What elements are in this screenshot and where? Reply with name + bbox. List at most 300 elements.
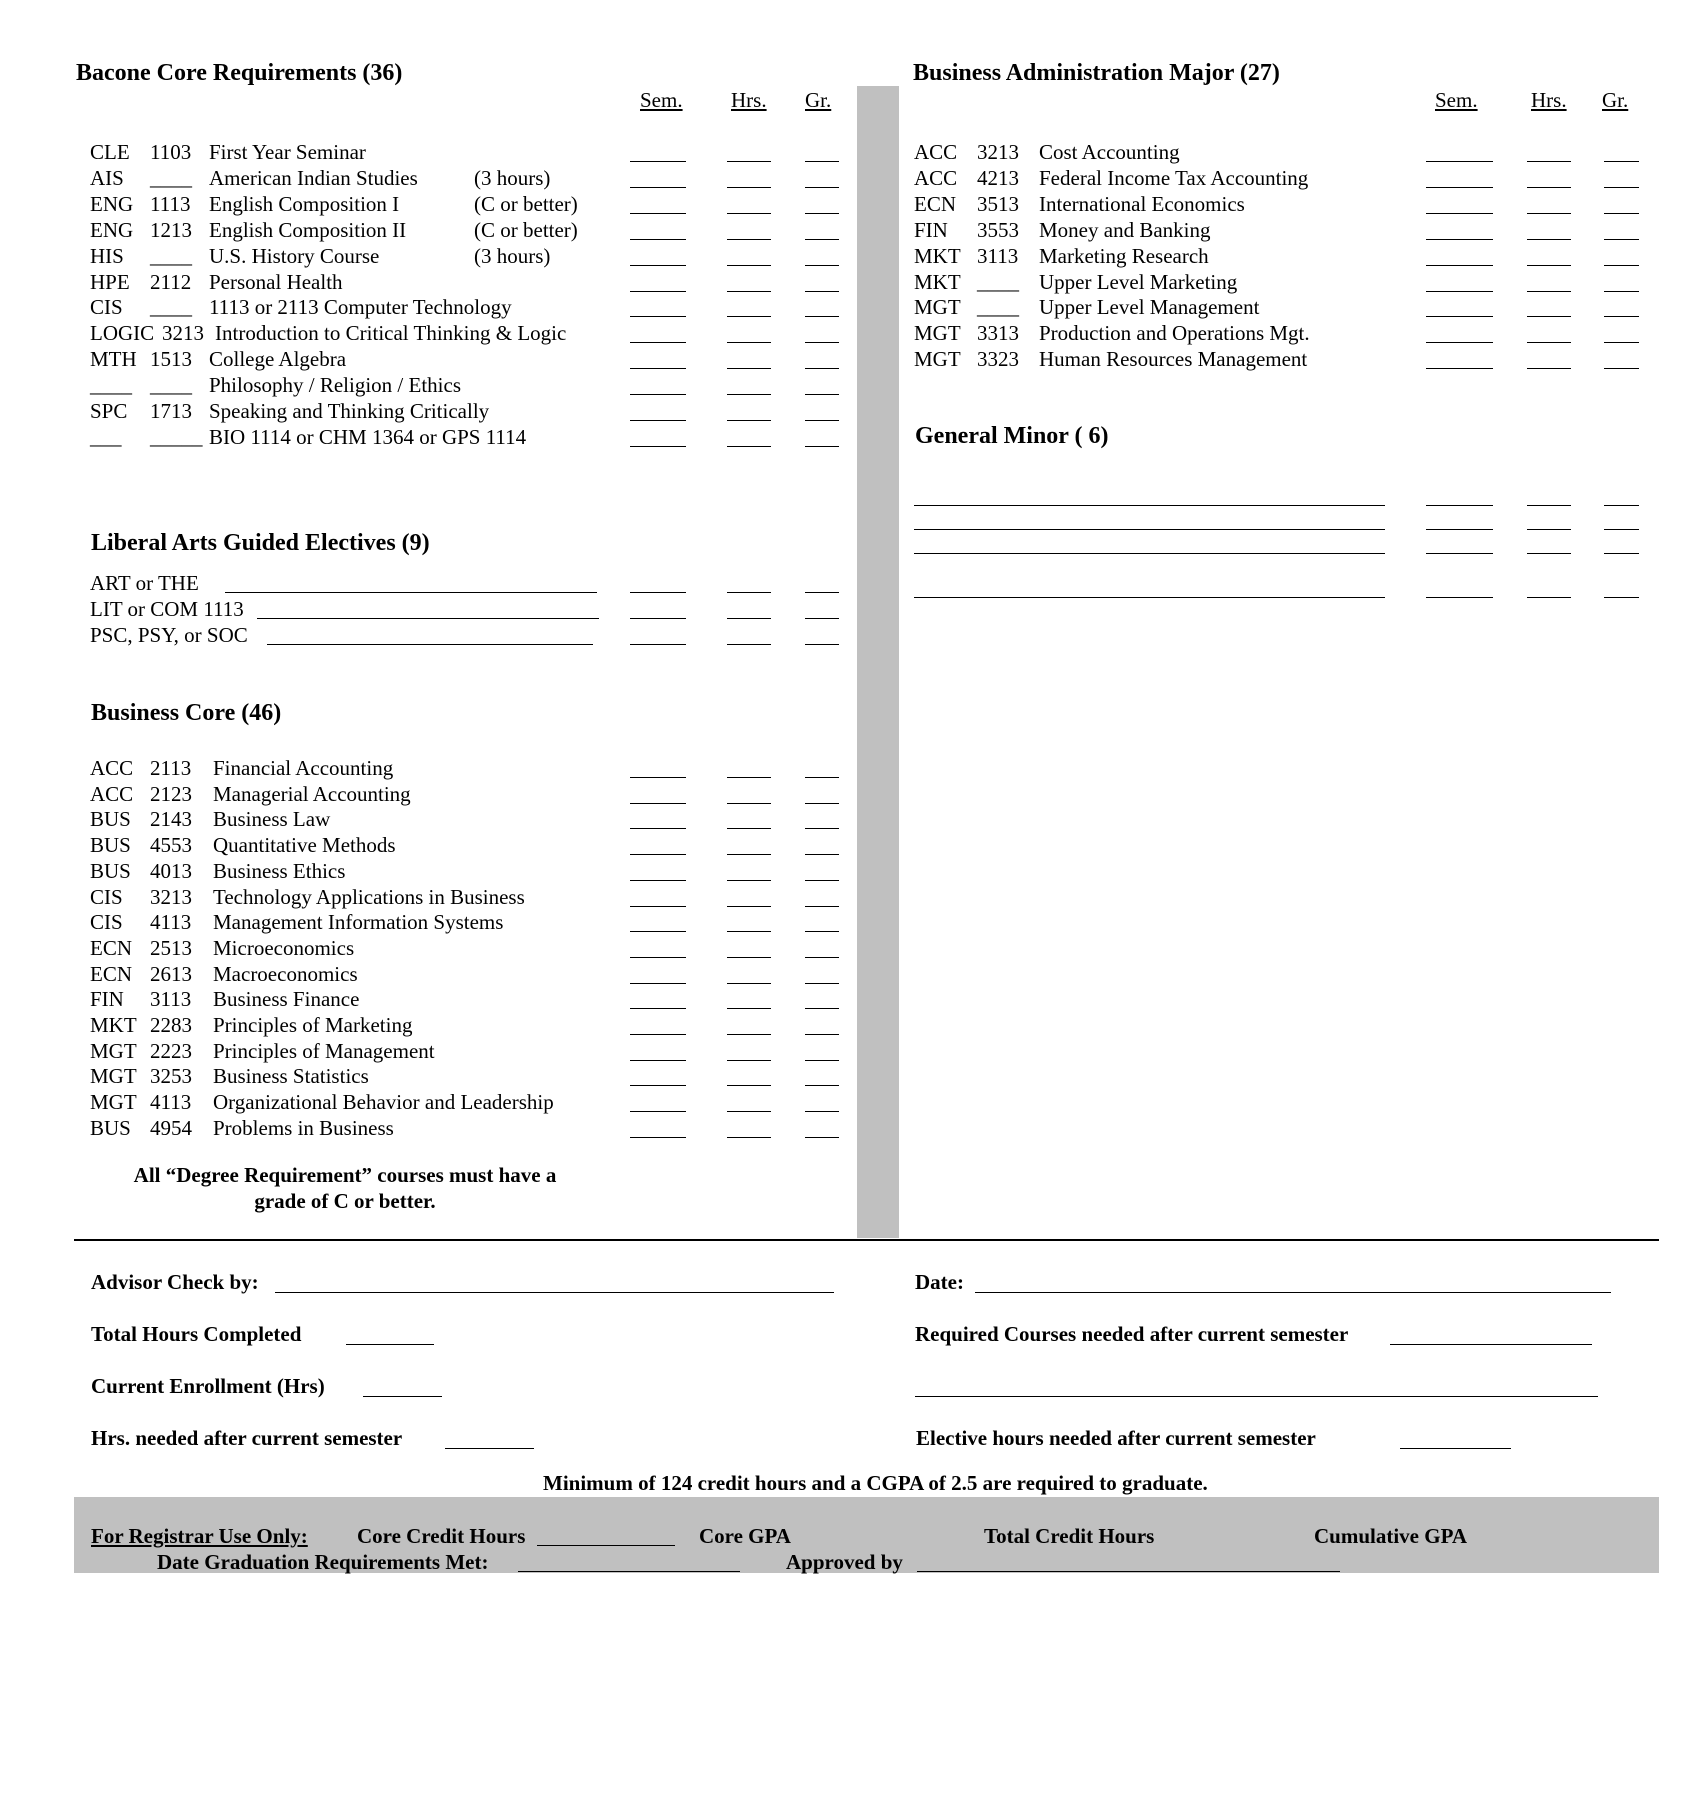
course-code: FIN bbox=[90, 987, 124, 1012]
course-title: International Economics bbox=[1039, 191, 1245, 216]
date-requirements-met-field[interactable] bbox=[518, 1571, 740, 1572]
course-number: 2112 bbox=[150, 269, 192, 294]
sem-blank[interactable] bbox=[630, 1137, 686, 1138]
elective-hours-line bbox=[916, 1426, 1616, 1454]
sem-blank[interactable] bbox=[630, 803, 686, 804]
gr-blank[interactable] bbox=[805, 446, 839, 447]
course-number: 2283 bbox=[150, 1013, 192, 1037]
gr-blank[interactable] bbox=[805, 213, 839, 214]
course-row bbox=[914, 321, 1654, 347]
course-code: MGT bbox=[90, 1038, 137, 1063]
hrs-blank[interactable] bbox=[1527, 529, 1571, 530]
gr-blank[interactable] bbox=[1604, 316, 1639, 317]
total-hours-label: Total Hours Completed bbox=[91, 1322, 302, 1346]
course-title: 1113 or 2113 Computer Technology bbox=[209, 295, 512, 320]
hrs-blank[interactable] bbox=[1527, 342, 1571, 343]
sem-blank[interactable] bbox=[630, 906, 686, 907]
course-code: BUS bbox=[90, 1115, 131, 1140]
course-row bbox=[914, 347, 1654, 373]
gr-blank[interactable] bbox=[805, 644, 839, 645]
course-row bbox=[90, 807, 850, 833]
sem-blank[interactable] bbox=[1426, 213, 1493, 214]
major-gr-header: Gr. bbox=[1602, 88, 1629, 112]
course-number: 2223 bbox=[150, 1038, 192, 1063]
course-title: First Year Seminar bbox=[209, 140, 366, 164]
course-code: MKT bbox=[914, 243, 961, 268]
course-code: HIS bbox=[90, 243, 124, 268]
course-title: Organizational Behavior and Leadership bbox=[213, 1090, 554, 1115]
general-minor-title: General Minor ( 6) bbox=[915, 423, 1109, 449]
course-row bbox=[90, 373, 850, 399]
hrs-blank[interactable] bbox=[727, 592, 771, 593]
hrs-blank[interactable] bbox=[727, 828, 771, 829]
sem-blank[interactable] bbox=[630, 265, 686, 266]
gr-blank[interactable] bbox=[805, 931, 839, 932]
hrs-blank[interactable] bbox=[727, 1137, 771, 1138]
required-courses-label: Required Courses needed after current semester bbox=[915, 1322, 1349, 1346]
hrs-blank[interactable] bbox=[727, 316, 771, 317]
gr-blank[interactable] bbox=[805, 342, 839, 343]
sem-blank[interactable] bbox=[630, 368, 686, 369]
course-code: ACC bbox=[914, 165, 958, 190]
course-title: Microeconomics bbox=[213, 935, 355, 960]
course-title: Business Ethics bbox=[213, 858, 346, 883]
sem-blank[interactable] bbox=[630, 931, 686, 932]
minor-course-field[interactable] bbox=[914, 505, 1385, 506]
current-enrollment-label: Current Enrollment (Hrs) bbox=[91, 1374, 325, 1398]
hrs-blank[interactable] bbox=[1527, 316, 1571, 317]
column-divider bbox=[857, 86, 899, 1238]
gr-blank[interactable] bbox=[805, 239, 839, 240]
gr-blank[interactable] bbox=[805, 291, 839, 292]
hrs-blank[interactable] bbox=[727, 1034, 771, 1035]
gr-blank[interactable] bbox=[805, 1085, 839, 1086]
course-note: (C or better) bbox=[474, 191, 578, 216]
gr-blank[interactable] bbox=[1604, 529, 1639, 530]
hrs-blank[interactable] bbox=[727, 291, 771, 292]
course-number: 1213 bbox=[150, 217, 192, 242]
hrs-blank[interactable] bbox=[727, 618, 771, 619]
elective-hours-label: Elective hours needed after current semester bbox=[916, 1426, 1316, 1450]
course-title: Principles of Management bbox=[213, 1038, 435, 1063]
sem-blank[interactable] bbox=[630, 880, 686, 881]
gr-blank[interactable] bbox=[1604, 239, 1639, 240]
course-code: MKT bbox=[90, 1013, 137, 1037]
sem-blank[interactable] bbox=[1426, 265, 1493, 266]
sem-blank[interactable] bbox=[630, 828, 686, 829]
core-gpa-label: Core GPA bbox=[699, 1524, 791, 1548]
course-row bbox=[90, 936, 850, 962]
minor-course-field[interactable] bbox=[914, 529, 1385, 530]
minor-row bbox=[914, 576, 1654, 602]
course-row bbox=[90, 1064, 850, 1090]
date-field[interactable] bbox=[975, 1292, 1611, 1293]
course-title: Financial Accounting bbox=[213, 756, 394, 780]
elective-course-field[interactable] bbox=[257, 618, 599, 619]
approved-by-field[interactable] bbox=[917, 1571, 1340, 1572]
course-number: ____ bbox=[150, 165, 192, 190]
gr-blank[interactable] bbox=[805, 880, 839, 881]
course-row bbox=[90, 399, 850, 425]
course-title: College Algebra bbox=[209, 347, 347, 372]
hrs-blank[interactable] bbox=[727, 957, 771, 958]
minor-row bbox=[914, 532, 1654, 558]
sem-blank[interactable] bbox=[630, 213, 686, 214]
gr-blank[interactable] bbox=[1604, 505, 1639, 506]
hrs-blank[interactable] bbox=[727, 446, 771, 447]
course-code: CIS bbox=[90, 910, 123, 935]
sem-blank[interactable] bbox=[630, 394, 686, 395]
course-number: ____ bbox=[977, 269, 1019, 294]
course-number: 2613 bbox=[150, 961, 192, 986]
advisor-check-label: Advisor Check by: bbox=[91, 1270, 259, 1294]
graduation-minimum-note: Minimum of 124 credit hours and a CGPA of 2.5 are required to graduate. bbox=[543, 1471, 1208, 1495]
course-number: 3213 bbox=[977, 140, 1019, 164]
hrs-blank[interactable] bbox=[727, 265, 771, 266]
hrs-blank[interactable] bbox=[727, 854, 771, 855]
course-row bbox=[90, 833, 850, 859]
hrs-blank[interactable] bbox=[727, 187, 771, 188]
degree-note-line2: grade of C or better. bbox=[254, 1189, 436, 1213]
hrs-blank[interactable] bbox=[1527, 597, 1571, 598]
hrs-blank[interactable] bbox=[1527, 239, 1571, 240]
hrs-blank[interactable] bbox=[727, 880, 771, 881]
hrs-blank[interactable] bbox=[727, 368, 771, 369]
sem-blank[interactable] bbox=[630, 854, 686, 855]
course-title: U.S. History Course bbox=[209, 243, 380, 268]
elective-hours-field[interactable] bbox=[1400, 1448, 1511, 1449]
hrs-blank[interactable] bbox=[1527, 161, 1571, 162]
course-number: 2513 bbox=[150, 935, 192, 960]
required-courses-field-continued[interactable] bbox=[915, 1396, 1598, 1397]
gr-blank[interactable] bbox=[805, 368, 839, 369]
gr-blank[interactable] bbox=[805, 1060, 839, 1061]
hrs-blank[interactable] bbox=[727, 906, 771, 907]
course-number: 3113 bbox=[977, 243, 1019, 268]
course-title: Production and Operations Mgt. bbox=[1039, 321, 1310, 346]
sem-blank[interactable] bbox=[630, 1034, 686, 1035]
gr-blank[interactable] bbox=[805, 1111, 839, 1112]
hrs-needed-field[interactable] bbox=[445, 1448, 534, 1449]
course-title: Managerial Accounting bbox=[213, 781, 411, 806]
course-title: Upper Level Marketing bbox=[1039, 269, 1238, 294]
gr-blank[interactable] bbox=[805, 420, 839, 421]
gr-blank[interactable] bbox=[1604, 161, 1639, 162]
hrs-blank[interactable] bbox=[727, 803, 771, 804]
hrs-blank[interactable] bbox=[727, 394, 771, 395]
degree-note-line1: All “Degree Requirement” courses must have a bbox=[133, 1163, 557, 1187]
gr-blank[interactable] bbox=[805, 1034, 839, 1035]
gr-blank[interactable] bbox=[805, 1137, 839, 1138]
sem-blank[interactable] bbox=[1426, 161, 1493, 162]
course-code: ___ bbox=[90, 424, 122, 449]
course-row bbox=[914, 244, 1654, 270]
gr-blank[interactable] bbox=[805, 803, 839, 804]
course-number: 4113 bbox=[150, 1090, 192, 1115]
course-row bbox=[90, 1039, 850, 1065]
hrs-blank[interactable] bbox=[727, 1085, 771, 1086]
course-title: Business Finance bbox=[213, 987, 360, 1012]
sem-blank[interactable] bbox=[630, 161, 686, 162]
elective-course-field[interactable] bbox=[225, 592, 597, 593]
sem-blank[interactable] bbox=[630, 239, 686, 240]
course-code: CIS bbox=[90, 295, 123, 320]
sem-blank[interactable] bbox=[1426, 187, 1493, 188]
sem-blank[interactable] bbox=[630, 420, 686, 421]
major-sem-header: Sem. bbox=[1435, 88, 1478, 112]
course-code: ACC bbox=[914, 140, 958, 164]
course-number: 2143 bbox=[150, 807, 192, 832]
course-row bbox=[90, 1116, 850, 1142]
course-code: BUS bbox=[90, 833, 131, 858]
course-code: BUS bbox=[90, 807, 131, 832]
course-number: 4013 bbox=[150, 858, 192, 883]
hrs-blank[interactable] bbox=[1527, 291, 1571, 292]
course-title: Problems in Business bbox=[213, 1115, 394, 1140]
course-number: 3213 bbox=[150, 884, 192, 909]
date-line bbox=[915, 1270, 1615, 1298]
advisor-check-field[interactable] bbox=[275, 1292, 834, 1293]
course-number: 1113 bbox=[150, 191, 191, 216]
liberal-arts-title: Liberal Arts Guided Electives (9) bbox=[91, 530, 430, 556]
course-title: Macroeconomics bbox=[213, 961, 358, 986]
gr-blank[interactable] bbox=[805, 906, 839, 907]
course-number: 4553 bbox=[150, 833, 192, 858]
course-title: Speaking and Thinking Critically bbox=[209, 399, 490, 423]
course-row bbox=[90, 166, 850, 192]
elective-row bbox=[90, 623, 850, 649]
gr-blank[interactable] bbox=[805, 265, 839, 266]
hrs-blank[interactable] bbox=[1527, 213, 1571, 214]
course-number: 4113 bbox=[150, 910, 192, 935]
sem-blank[interactable] bbox=[1426, 291, 1493, 292]
course-number: 2123 bbox=[150, 781, 192, 806]
course-number: 3213 bbox=[162, 321, 204, 346]
sem-blank[interactable] bbox=[1426, 342, 1493, 343]
course-number: 3253 bbox=[150, 1064, 192, 1089]
course-title: Money and Banking bbox=[1039, 217, 1211, 242]
minor-row bbox=[914, 484, 1654, 510]
current-enrollment-line bbox=[91, 1374, 491, 1402]
course-row bbox=[90, 295, 850, 321]
sem-blank[interactable] bbox=[630, 983, 686, 984]
minor-row bbox=[914, 508, 1654, 534]
course-number: 1513 bbox=[150, 347, 192, 372]
course-row bbox=[90, 962, 850, 988]
hrs-blank[interactable] bbox=[727, 161, 771, 162]
gr-blank[interactable] bbox=[1604, 187, 1639, 188]
gr-blank[interactable] bbox=[805, 828, 839, 829]
course-code: CIS bbox=[90, 884, 123, 909]
sem-blank[interactable] bbox=[630, 342, 686, 343]
course-title: Principles of Marketing bbox=[213, 1013, 413, 1037]
course-row bbox=[90, 910, 850, 936]
course-title: Upper Level Management bbox=[1039, 295, 1260, 320]
course-row bbox=[914, 166, 1654, 192]
course-code: MKT bbox=[914, 269, 961, 294]
course-code: ECN bbox=[90, 961, 132, 986]
gr-blank[interactable] bbox=[805, 957, 839, 958]
sem-blank[interactable] bbox=[630, 644, 686, 645]
course-code: ECN bbox=[914, 191, 956, 216]
course-code: ACC bbox=[90, 781, 134, 806]
course-code: ENG bbox=[90, 217, 134, 242]
registrar-section bbox=[74, 1497, 1659, 1573]
gr-blank[interactable] bbox=[805, 618, 839, 619]
sem-blank[interactable] bbox=[630, 316, 686, 317]
current-enrollment-field[interactable] bbox=[363, 1396, 442, 1397]
elective-course-field[interactable] bbox=[267, 644, 593, 645]
sem-blank[interactable] bbox=[630, 1085, 686, 1086]
cumulative-gpa-label: Cumulative GPA bbox=[1314, 1524, 1468, 1548]
sem-blank[interactable] bbox=[1426, 239, 1493, 240]
sem-blank[interactable] bbox=[630, 592, 686, 593]
sem-blank[interactable] bbox=[630, 187, 686, 188]
total-hours-line bbox=[91, 1322, 491, 1350]
hrs-blank[interactable] bbox=[727, 213, 771, 214]
gr-blank[interactable] bbox=[805, 187, 839, 188]
gr-blank[interactable] bbox=[1604, 213, 1639, 214]
course-code: LOGIC bbox=[90, 321, 155, 346]
course-code: MGT bbox=[90, 1064, 137, 1089]
elective-label: ART or THE bbox=[90, 571, 199, 595]
major-hrs-header: Hrs. bbox=[1531, 88, 1567, 112]
sem-blank[interactable] bbox=[1426, 553, 1493, 554]
hrs-blank[interactable] bbox=[727, 420, 771, 421]
course-number: 4213 bbox=[977, 165, 1019, 190]
minor-course-field[interactable] bbox=[914, 553, 1385, 554]
course-title: Personal Health bbox=[209, 269, 343, 294]
sem-blank[interactable] bbox=[1426, 597, 1493, 598]
minor-course-field[interactable] bbox=[914, 597, 1385, 598]
gr-blank[interactable] bbox=[1604, 342, 1639, 343]
hrs-needed-line bbox=[91, 1426, 551, 1454]
gr-blank[interactable] bbox=[805, 854, 839, 855]
date-requirements-met-label: Date Graduation Requirements Met: bbox=[157, 1550, 489, 1574]
elective-label: LIT or COM 1113 bbox=[90, 597, 244, 621]
course-code: MGT bbox=[914, 347, 961, 372]
gr-blank[interactable] bbox=[805, 1008, 839, 1009]
sem-blank[interactable] bbox=[1426, 529, 1493, 530]
course-code: ECN bbox=[90, 935, 132, 960]
hrs-blank[interactable] bbox=[727, 1008, 771, 1009]
hrs-blank[interactable] bbox=[1527, 553, 1571, 554]
course-number: 3313 bbox=[977, 321, 1019, 346]
course-row bbox=[914, 270, 1654, 296]
course-title: English Composition II bbox=[209, 217, 407, 242]
course-note: (3 hours) bbox=[474, 165, 551, 190]
sem-blank[interactable] bbox=[630, 1111, 686, 1112]
gr-blank[interactable] bbox=[1604, 368, 1639, 369]
sem-blank[interactable] bbox=[630, 1008, 686, 1009]
gr-blank[interactable] bbox=[805, 316, 839, 317]
course-row bbox=[90, 192, 850, 218]
gr-blank[interactable] bbox=[805, 394, 839, 395]
course-number: ____ bbox=[977, 295, 1019, 320]
core-credit-hours-field[interactable] bbox=[537, 1545, 675, 1546]
course-title: English Composition I bbox=[209, 191, 400, 216]
hrs-blank[interactable] bbox=[727, 983, 771, 984]
course-title: Technology Applications in Business bbox=[213, 884, 525, 909]
course-number: 3513 bbox=[977, 191, 1019, 216]
hrs-blank[interactable] bbox=[727, 1060, 771, 1061]
hrs-blank[interactable] bbox=[727, 239, 771, 240]
gr-blank[interactable] bbox=[805, 161, 839, 162]
course-note: (C or better) bbox=[474, 217, 578, 242]
course-row bbox=[914, 192, 1654, 218]
course-code: MGT bbox=[914, 321, 961, 346]
course-row bbox=[914, 218, 1654, 244]
approved-by-label: Approved by bbox=[786, 1550, 903, 1574]
course-title: Introduction to Critical Thinking & Logic bbox=[215, 321, 567, 346]
total-credit-hours-label: Total Credit Hours bbox=[984, 1524, 1155, 1548]
course-number: ____ bbox=[150, 373, 192, 398]
course-number: 1713 bbox=[150, 399, 192, 423]
hrs-blank[interactable] bbox=[1527, 505, 1571, 506]
sem-blank[interactable] bbox=[630, 1060, 686, 1061]
course-row bbox=[90, 218, 850, 244]
hrs-blank[interactable] bbox=[1527, 265, 1571, 266]
course-number: 2113 bbox=[150, 756, 192, 780]
course-number: ____ bbox=[150, 243, 192, 268]
sem-blank[interactable] bbox=[630, 446, 686, 447]
sem-blank[interactable] bbox=[1426, 316, 1493, 317]
date-label: Date: bbox=[915, 1270, 964, 1294]
hrs-blank[interactable] bbox=[727, 931, 771, 932]
gr-blank[interactable] bbox=[1604, 291, 1639, 292]
course-row bbox=[90, 244, 850, 270]
course-title: Management Information Systems bbox=[213, 910, 504, 935]
course-row bbox=[90, 987, 850, 1013]
section-divider-rule bbox=[74, 1239, 1659, 1241]
advisor-check-line bbox=[91, 1270, 851, 1298]
sem-blank[interactable] bbox=[1426, 505, 1493, 506]
course-title: Federal Income Tax Accounting bbox=[1039, 165, 1309, 190]
hrs-blank[interactable] bbox=[727, 342, 771, 343]
sem-blank[interactable] bbox=[630, 291, 686, 292]
gr-blank[interactable] bbox=[1604, 597, 1639, 598]
gr-blank[interactable] bbox=[805, 777, 839, 778]
course-code: FIN bbox=[914, 217, 948, 242]
course-code: ____ bbox=[90, 373, 132, 398]
sem-blank[interactable] bbox=[1426, 368, 1493, 369]
sem-blank[interactable] bbox=[630, 777, 686, 778]
course-row bbox=[90, 859, 850, 885]
course-row bbox=[90, 425, 850, 451]
course-code: ENG bbox=[90, 191, 134, 216]
hrs-blank[interactable] bbox=[1527, 187, 1571, 188]
course-row bbox=[90, 885, 850, 911]
hrs-blank[interactable] bbox=[727, 777, 771, 778]
gr-blank[interactable] bbox=[805, 983, 839, 984]
course-code: ACC bbox=[90, 756, 134, 780]
course-title: Human Resources Management bbox=[1039, 347, 1308, 372]
gr-blank[interactable] bbox=[1604, 265, 1639, 266]
total-hours-field[interactable] bbox=[346, 1344, 434, 1345]
hrs-blank[interactable] bbox=[727, 644, 771, 645]
gr-blank[interactable] bbox=[1604, 553, 1639, 554]
sem-blank[interactable] bbox=[630, 957, 686, 958]
course-title: Cost Accounting bbox=[1039, 140, 1180, 164]
bacone-hrs-header: Hrs. bbox=[731, 88, 767, 112]
hrs-blank[interactable] bbox=[1527, 368, 1571, 369]
course-row bbox=[914, 295, 1654, 321]
gr-blank[interactable] bbox=[805, 592, 839, 593]
required-courses-field[interactable] bbox=[1390, 1344, 1592, 1345]
course-row bbox=[90, 270, 850, 296]
sem-blank[interactable] bbox=[630, 618, 686, 619]
hrs-blank[interactable] bbox=[727, 1111, 771, 1112]
